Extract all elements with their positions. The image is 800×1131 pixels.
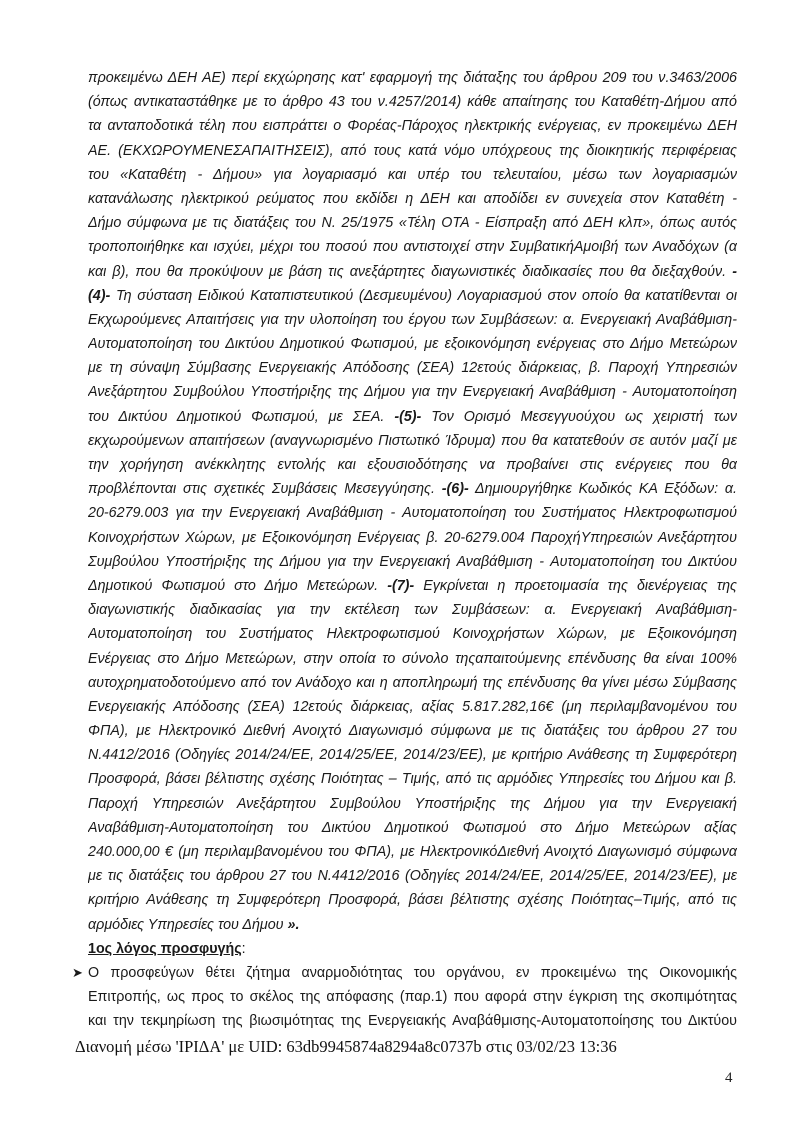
bold-clause-number: -(7)- <box>387 577 415 594</box>
body-line <box>88 647 737 671</box>
body-line-text: αρμόδιες Υπηρεσίες του Δήμου <box>88 916 284 933</box>
body-line <box>88 501 737 525</box>
body-line-text: εκχωρούμενων απαιτήσεων (αναγνωρισμένο Πιστωτικό Ίδρυμα) που θα κατατεθούν σε αυτόν μαζί με <box>88 432 737 449</box>
body-line-text: τα ανταποδοτικά τέλη που εισπράττει ο Φορέας-Πάροχος ηλεκτρικής ενέργειας, εν προκειμένω ΔΕΗ <box>88 118 737 135</box>
body-line-text: την χορήγηση ανέκκλητης εντολής και εξουσιοδότησης να προβαίνει στις ενέργειες που θα <box>88 457 737 473</box>
body-line <box>88 235 737 259</box>
body-line <box>88 429 737 453</box>
body-line-text: Συμβούλου Υποστήριξης της Δήμου για την Ενεργειακή Αναβάθμιση - Αυτοματοποίηση του Δικτύου <box>88 553 737 570</box>
section-heading-text: 1ος λόγος προσφυγής <box>88 940 242 957</box>
body-line <box>88 888 737 912</box>
page-number: 4 <box>725 1070 733 1086</box>
body-line <box>88 163 737 187</box>
body-line-text: Κοινοχρήστων Χώρων, με Εξοικονόμηση Ενέργειας β. 20-6279.004 ΠαροχήΥπηρεσιών Ανεξάρτητου <box>88 529 737 546</box>
body-line <box>88 719 737 743</box>
body-line-text: Παροχή Υπηρεσιών Ανεξάρτητου Συμβούλου Υποστήριξης της Δήμου για την Ενεργειακή <box>88 795 737 812</box>
body-line <box>88 405 737 429</box>
section-heading-colon: : <box>241 940 246 957</box>
body-line <box>88 695 737 719</box>
body-line <box>88 792 737 816</box>
bold-clause-number: -(6)- <box>441 481 469 498</box>
bullet-line: Ο προσφεύγων θέτει ζήτημα αναρμοδιότητας του οργάνου, εν προκειμένω της Οικονομικής <box>88 964 737 981</box>
body-line <box>88 211 737 235</box>
body-line-text: προβλέπονται στις σχετικές Συμβάσεις Μεσεγγύησης. <box>88 481 442 498</box>
body-line-text: Αναβάθμιση-Αυτοματοποίηση του Δικτύου Δημοτικού Φωτισμού στο Δήμο Μετεώρων αξίας <box>88 819 737 836</box>
body-line-text: Ενέργειας στο Δήμο Μετεώρων, στην οποία το σύνολο τηςαπαιτούμενης επένδυσης θα είναι 100% <box>88 650 737 667</box>
bold-clause-number: (4)- <box>88 287 111 304</box>
body-line <box>88 66 737 90</box>
arrowhead-bullet-icon: ➤ <box>72 964 83 980</box>
body-line <box>88 356 737 380</box>
bullet-line: και την τεκμηρίωση της βιωσιμότητας της Ενεργειακής Αναβάθμισης-Αυτοματοποίησης του Δικτύου <box>88 1013 737 1030</box>
body-line <box>88 671 737 695</box>
body-line-text: Αυτοματοποίηση του Δικτύου Δημοτικού Φωτισμού, με εξοικονόμηση ενέργειας στο Δήμο Μετεώρων <box>88 336 737 353</box>
body-line <box>88 743 737 767</box>
body-line-text: κατανάλωσης ηλεκτρικού ρεύματος που εκδίδει η ΔΕΗ και αποδίδει εν συνεχεία στον Καταθέτη - <box>88 190 737 207</box>
body-line-text: 20-6279.003 για την Ενεργειακή Αναβάθμιση - Αυτοματοποίηση του Συστήματος Ηλεκτροφωτισμού <box>88 505 737 522</box>
body-line-text: Δημιουργήθηκε Κωδικός ΚΑ Εξόδων: α. <box>468 481 737 498</box>
body-line <box>88 526 737 550</box>
body-line <box>88 187 737 211</box>
body-line <box>88 114 737 138</box>
body-line-text: Ενεργειακής Απόδοσης (ΣΕΑ) 12ετούς διάρκειας, αξίας 5.817.282,16€ (μη περιλαμβανομένου του <box>88 698 737 715</box>
bold-clause-number: - <box>726 263 737 280</box>
body-line-text: 240.000,00 € (μη περιλαμβανομένου του ΦΠΑ), με ΗλεκτρονικόΔιεθνή Ανοιχτό Διαγωνισμό σύμφωνα <box>88 844 737 860</box>
body-line <box>88 260 737 284</box>
body-line <box>88 139 737 163</box>
body-line-text: διαγωνιστικής διαδικασίας για την εκτέλεση των Συμβάσεων: α. Ενεργειακή Αναβάθμιση- <box>88 602 737 619</box>
body-line <box>88 574 737 598</box>
body-line <box>88 332 737 356</box>
bullet-line: Επιτροπής, ως προς το σκέλος της απόφασης (παρ.1) που αφορά στην έγκριση της σκοπιμότητας <box>88 989 737 1006</box>
body-line-text: Εκχωρούμενες Απαιτήσεις για την υλοποίηση του έργου των Συμβάσεων: α. Ενεργειακή Αναβάθμιση- <box>88 311 737 328</box>
body-line-text: (όπως αντικαταστάθηκε με το άρθρο 43 του ν.4257/2014) κάθε απαίτησης του Καταθέτη-Δήμου από <box>88 94 737 111</box>
body-line-text: Τη σύσταση Ειδικού Καταπιστευτικού (Δεσμευμένου) Λογαριασμού στον οποίο θα κατατίθενται οι <box>110 287 737 304</box>
body-line-text: Εγκρίνεται η προετοιμασία της διενέργειας της <box>414 577 737 594</box>
document-flow <box>72 66 737 1058</box>
body-line <box>88 622 737 646</box>
body-line <box>88 380 737 404</box>
body-line <box>88 840 737 864</box>
body-line-text: Αυτοματοποίηση του Συστήματος Ηλεκτροφωτισμού Κοινοχρήστων Χώρων, με Εξοικονόμηση <box>88 626 737 643</box>
body-line <box>88 284 737 308</box>
body-line <box>88 90 737 114</box>
body-line-text: Προσφορά, βάσει βέλτιστης σχέσης Ποιότητας – Τιμής, από τις αρμόδιες Υπηρεσίες του Δήμου και β. <box>88 771 737 788</box>
body-line-text: Ν.4412/2016 (Οδηγίες 2014/24/ΕΕ, 2014/25/ΕΕ, 2014/23/ΕΕ), με κριτήριο Ανάθεσης τη Συμφερότερη <box>88 747 737 764</box>
body-line <box>88 550 737 574</box>
body-line-text: αυτοχρηματοδοτούμενο από τον Ανάδοχο και η αποπληρωμή της επένδυσης θα γίνει μέσω Σύμβασης <box>88 674 737 691</box>
section-heading <box>88 937 737 961</box>
body-line-text: Δημοτικού Φωτισμού στο Δήμο Μετεώρων. <box>88 577 388 594</box>
distribution-footer: Διανομή μέσω 'ΙΡΙΔΑ' με UID: 63db9945874a8294a8c0737b στις 03/02/23 13:36 <box>75 1036 617 1056</box>
body-line-text: και β), που θα προκύψουν με βάση τις ανεξάρτητες διαγωνιστικές διαδικασίες που θα διεξαχθούν. <box>88 263 727 280</box>
body-line <box>88 767 737 791</box>
bold-clause-number: -(5)- <box>394 408 422 425</box>
body-line <box>88 308 737 332</box>
body-line-text: του Δικτύου Δημοτικού Φωτισμού, με ΣΕΑ. <box>88 408 395 425</box>
body-line-text: ΑΕ. (ΕΚΧΩΡΟΥΜΕΝΕΣΑΠΑΙΤΗΣΕΙΣ), από τους κατά νόμο υπόχρεους της διοικητικής περιφέρειας <box>88 142 737 159</box>
body-line-text: κριτήριο Ανάθεσης τη Συμφερότερη Προσφορά, βάσει βέλτιστης σχέσης Ποιότητας–Τιμής, από τις <box>88 892 737 909</box>
bullet-item <box>72 961 737 1034</box>
body-line-text: με τις διατάξεις του άρθρου 27 του Ν.4412/2016 (Οδηγίες 2014/24/ΕΕ, 2014/25/ΕΕ, 2014/23/ΕΕ), με <box>88 868 737 885</box>
body-line <box>88 477 737 501</box>
body-line <box>88 913 737 937</box>
body-line-text: ΦΠΑ), με Ηλεκτρονικό Διεθνή Ανοιχτό Διαγωνισμό σύμφωνα με τις διατάξεις του άρθρου 27 του <box>88 723 737 740</box>
bold-clause-number: ». <box>283 916 300 933</box>
body-paragraph <box>88 66 737 937</box>
body-line-text: Τον Ορισμό Μεσεγγυούχου ως χειριστή των <box>421 408 737 425</box>
body-line <box>88 598 737 622</box>
body-line-text: Ανεξάρτητου Συμβούλου Υποστήριξης της Δήμου για την Ενεργειακή Αναβάθμιση - Αυτοματοποίηση <box>88 384 737 401</box>
body-line <box>88 864 737 888</box>
body-line-text: τροποποιήθηκε και ισχύει, μέχρι του ποσού που αντιστοιχεί στην ΣυμβατικήΑμοιβή των Αναδόχων (α <box>88 239 737 256</box>
body-line-text: προκειμένω ΔΕΗ ΑΕ) περί εκχώρησης κατ' εφαρμογή της διάταξης του άρθρου 209 του ν.3463/2006 <box>88 70 737 86</box>
body-line-text: Δήμο σύμφωνα με τις διατάξεις του Ν. 25/1975 «Τέλη ΟΤΑ - Είσπραξη από ΔΕΗ κλπ», όπως αυτός <box>88 215 737 232</box>
body-line <box>88 453 737 477</box>
body-line <box>88 816 737 840</box>
body-line-text: του «Καταθέτη - Δήμου» για λογαριασμό και υπέρ του τελευταίου, μέσω των λογαριασμών <box>88 166 737 183</box>
body-line-text: με τη σύναψη Σύμβασης Ενεργειακής Απόδοσης (ΣΕΑ) 12ετούς διάρκειας, β. Παροχή Υπηρεσιών <box>88 360 737 377</box>
